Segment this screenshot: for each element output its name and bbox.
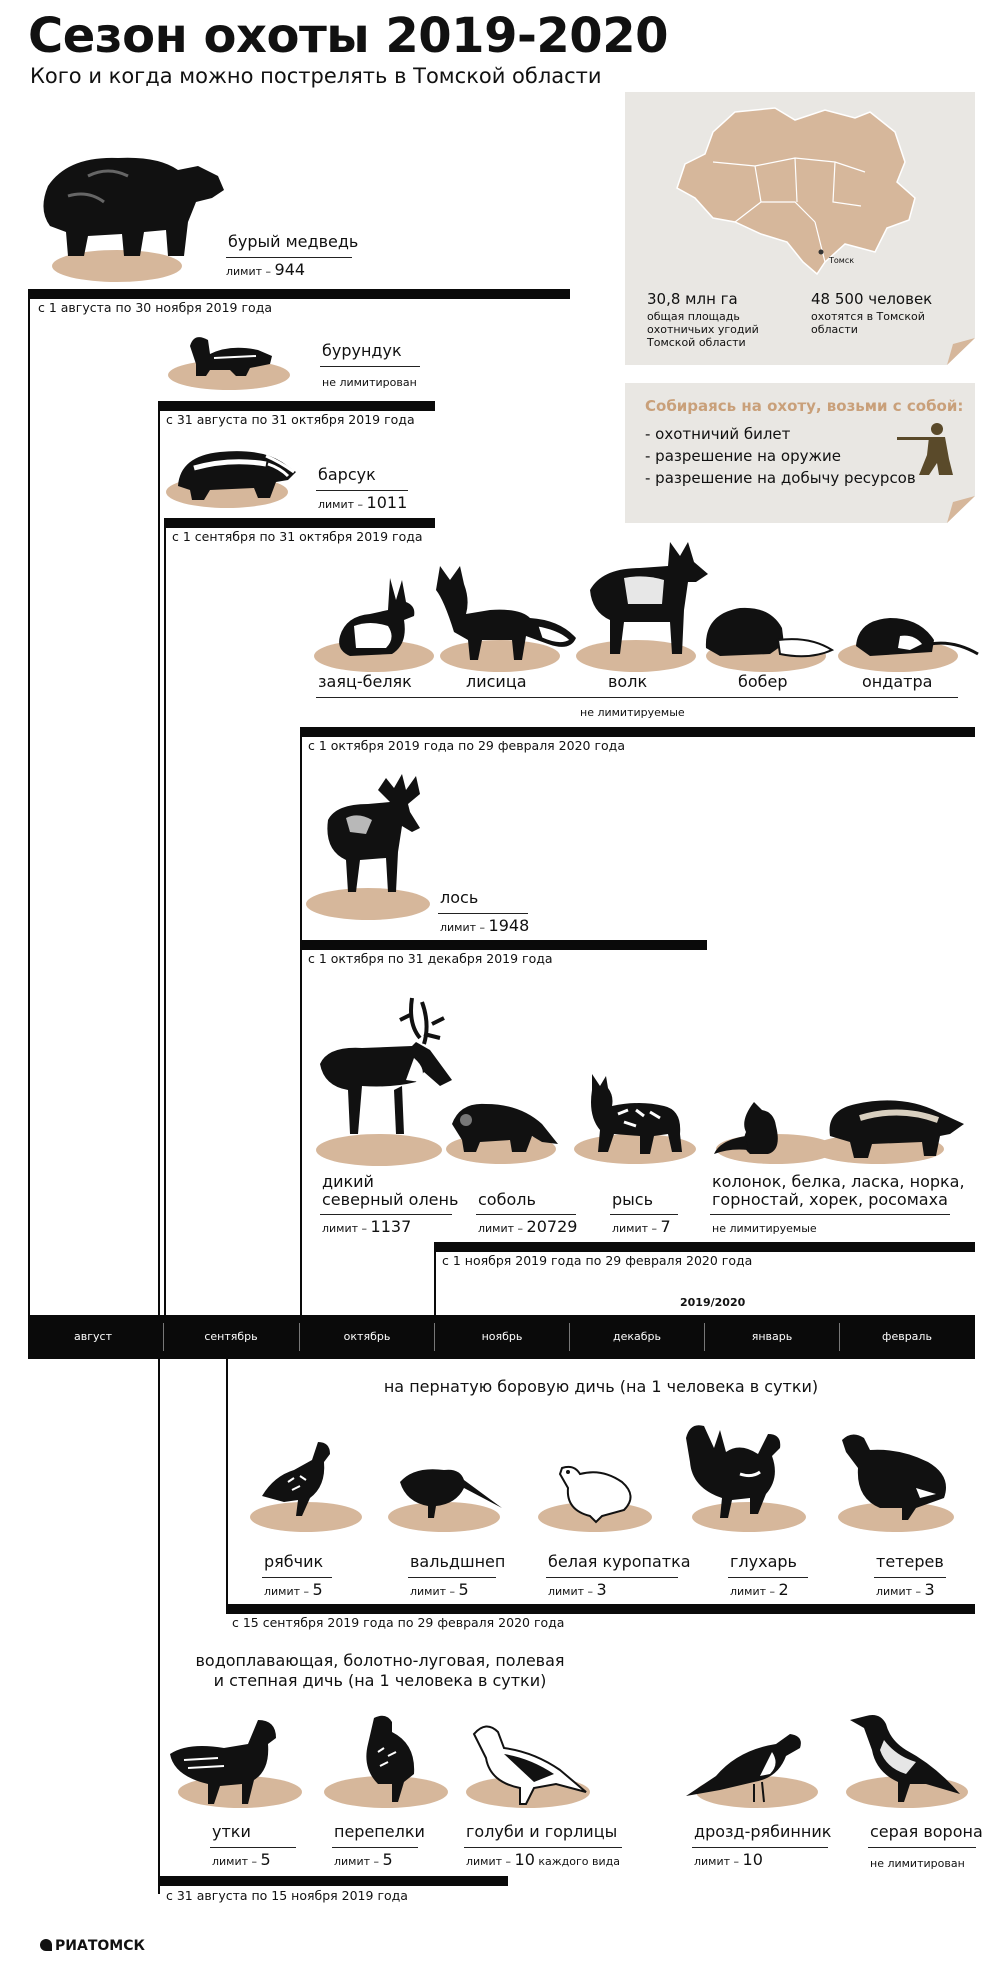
limit-prefix: лимит – bbox=[876, 1585, 925, 1598]
bird-name: белая куропатка bbox=[548, 1552, 691, 1571]
limit-value: 3 bbox=[596, 1580, 607, 1599]
name-underline bbox=[316, 490, 408, 491]
bird-name: серая ворона bbox=[870, 1822, 983, 1841]
month-label: август bbox=[74, 1330, 112, 1343]
lynx-illustration bbox=[584, 1070, 688, 1158]
hunters-caption: охотятся в Томской области bbox=[811, 310, 925, 336]
moose-period: с 1 октября по 31 декабря 2019 года bbox=[308, 951, 553, 966]
limit-value: 10 bbox=[514, 1850, 535, 1869]
season-bar-group1 bbox=[300, 727, 975, 737]
muskrat-name: ондатра bbox=[862, 672, 933, 691]
limit-prefix: лимит – bbox=[410, 1585, 459, 1598]
beaver-illustration bbox=[700, 600, 834, 662]
tomsk-city-label: Томск bbox=[829, 256, 855, 265]
area-caption: общая площадь охотничьих угодий Томской области bbox=[647, 310, 759, 349]
hunters-value: 48 500 человек bbox=[811, 290, 933, 308]
sable-illustration bbox=[446, 1094, 562, 1156]
chipmunk-name: бурундук bbox=[322, 341, 402, 360]
wolf-illustration bbox=[584, 534, 714, 662]
limit-prefix: лимит – bbox=[478, 1222, 527, 1235]
checklist-item: - разрешение на добычу ресурсов bbox=[645, 469, 916, 487]
name-underline bbox=[320, 366, 420, 367]
name-underline bbox=[226, 257, 352, 258]
checklist-heading: Собираясь на охоту, возьми с собой: bbox=[645, 397, 964, 415]
name-underline bbox=[476, 1214, 576, 1215]
dove-illustration bbox=[464, 1718, 588, 1806]
fieldfare-illustration bbox=[680, 1730, 810, 1804]
bear-limit bbox=[226, 260, 305, 279]
bird-limit bbox=[730, 1580, 789, 1599]
checklist-item: - разрешение на оружие bbox=[645, 447, 841, 465]
badger-limit bbox=[318, 493, 407, 512]
month-label: ноябрь bbox=[481, 1330, 523, 1343]
limit-value: 10 bbox=[742, 1850, 763, 1869]
limit-prefix: лимит – bbox=[264, 1585, 313, 1598]
chipmunk-limit: не лимитирован bbox=[322, 376, 417, 389]
group1-limit: не лимитируемые bbox=[580, 706, 685, 719]
capercaillie-illustration bbox=[680, 1418, 796, 1522]
moose-name: лось bbox=[440, 888, 479, 907]
sable-name: соболь bbox=[478, 1190, 536, 1209]
season-bar-chipmunk bbox=[158, 401, 435, 411]
timeline-guide bbox=[300, 732, 302, 1315]
logo-mark-icon bbox=[40, 1939, 52, 1951]
lynx-limit bbox=[612, 1217, 671, 1236]
fox-illustration bbox=[430, 560, 580, 664]
name-underline bbox=[438, 913, 528, 914]
checklist-card bbox=[625, 383, 975, 523]
badger-name: барсук bbox=[318, 465, 376, 484]
tomsk-region-map bbox=[665, 102, 935, 282]
limit-value: 7 bbox=[660, 1217, 671, 1236]
bird-limit bbox=[548, 1580, 607, 1599]
limit-value: 20729 bbox=[526, 1217, 578, 1236]
bird-name: тетерев bbox=[876, 1552, 944, 1571]
name-underline bbox=[210, 1847, 296, 1848]
limit-value: 3 bbox=[924, 1580, 935, 1599]
water-birds-heading-line2: и степная дичь (на 1 человека в сутки) bbox=[213, 1671, 547, 1690]
month-timeline bbox=[28, 1315, 975, 1359]
name-underline bbox=[546, 1577, 678, 1578]
black-grouse-illustration bbox=[836, 1428, 956, 1522]
timeline-guide bbox=[434, 1252, 436, 1315]
badger-illustration bbox=[170, 442, 300, 504]
bird-name: утки bbox=[212, 1822, 251, 1841]
group1-period: с 1 октября 2019 года по 29 февраля 2020 года bbox=[308, 738, 625, 753]
timeline-guide bbox=[28, 294, 30, 1315]
limit-value: 5 bbox=[458, 1580, 469, 1599]
name-underline bbox=[262, 1577, 332, 1578]
bird-limit bbox=[876, 1580, 935, 1599]
chipmunk-illustration bbox=[180, 326, 280, 382]
name-underline bbox=[868, 1847, 976, 1848]
page-subtitle: Кого и когда можно пострелять в Томской области bbox=[30, 64, 602, 88]
duck-illustration bbox=[164, 1714, 284, 1810]
season-bar-upland-birds bbox=[226, 1604, 975, 1614]
limit-prefix: лимит – bbox=[334, 1855, 383, 1868]
name-underline bbox=[610, 1214, 678, 1215]
hooded-crow-illustration bbox=[846, 1710, 966, 1804]
limit-value: 2 bbox=[778, 1580, 789, 1599]
limit-prefix: лимит – bbox=[694, 1855, 743, 1868]
limit-prefix: лимит – bbox=[730, 1585, 779, 1598]
month-label: октябрь bbox=[343, 1330, 391, 1343]
limit-prefix: лимит – bbox=[440, 921, 489, 934]
limit-value: 1137 bbox=[370, 1217, 412, 1236]
sable-limit bbox=[478, 1217, 577, 1236]
willow-ptarmigan-illustration bbox=[552, 1460, 642, 1522]
name-underline bbox=[464, 1847, 622, 1848]
wolf-name: волк bbox=[608, 672, 648, 691]
lynx-name: рысь bbox=[612, 1190, 654, 1209]
water-birds-heading-line1: водоплавающая, болотно-луговая, полевая bbox=[195, 1651, 565, 1670]
bird-limit bbox=[410, 1580, 469, 1599]
season-bar-moose bbox=[300, 940, 707, 950]
month-label: январь bbox=[751, 1330, 793, 1343]
hare-illustration bbox=[330, 574, 430, 664]
limit-prefix: лимит – bbox=[212, 1855, 261, 1868]
limit-value: 944 bbox=[274, 260, 306, 279]
season-bar-november bbox=[434, 1242, 975, 1252]
bird-limit bbox=[264, 1580, 323, 1599]
name-underline bbox=[692, 1847, 828, 1848]
name-underline bbox=[874, 1577, 946, 1578]
bird-limit bbox=[334, 1850, 393, 1869]
logo-text: РИАТОМСК bbox=[55, 1938, 145, 1954]
timeline-guide bbox=[164, 522, 166, 1315]
reindeer-limit bbox=[322, 1217, 411, 1236]
month-label: декабрь bbox=[612, 1330, 661, 1343]
year-label: 2019/2020 bbox=[680, 1296, 746, 1309]
mustelids-limit: не лимитируемые bbox=[712, 1222, 817, 1235]
name-underline bbox=[728, 1577, 808, 1578]
name-underline bbox=[316, 697, 958, 698]
mustelids-name-line1: колонок, белка, ласка, норка, bbox=[712, 1172, 965, 1191]
bird-limit bbox=[212, 1850, 271, 1869]
month-label: февраль bbox=[882, 1330, 932, 1343]
bird-name: дрозд-рябинник bbox=[694, 1822, 832, 1841]
moose-illustration bbox=[316, 768, 436, 898]
limit-prefix: лимит – bbox=[612, 1222, 661, 1235]
hunter-silhouette-icon bbox=[895, 419, 955, 477]
limit-prefix: лимит – bbox=[322, 1222, 371, 1235]
limit-value: 5 bbox=[260, 1850, 271, 1869]
page-curl-decoration bbox=[947, 338, 975, 365]
season-bar-bear bbox=[28, 289, 570, 299]
area-value: 30,8 млн га bbox=[647, 290, 738, 308]
bird-limit bbox=[694, 1850, 763, 1869]
name-underline bbox=[710, 1214, 950, 1215]
squirrel-illustration bbox=[710, 1096, 810, 1160]
season-bar-badger bbox=[164, 518, 435, 528]
limit-value: 5 bbox=[382, 1850, 393, 1869]
month-label: сентябрь bbox=[204, 1330, 258, 1343]
november-period: с 1 ноября 2019 года по 29 февраля 2020 года bbox=[442, 1253, 753, 1268]
bird-name: глухарь bbox=[730, 1552, 797, 1571]
woodcock-illustration bbox=[394, 1460, 504, 1520]
tomsk-city-dot bbox=[819, 250, 824, 255]
brown-bear-illustration bbox=[28, 146, 228, 264]
footer-logo bbox=[40, 1938, 145, 1954]
bird-name: вальдшнеп bbox=[410, 1552, 506, 1571]
limit-prefix: лимит – bbox=[466, 1855, 515, 1868]
timeline-guide bbox=[158, 406, 160, 1315]
name-underline bbox=[332, 1847, 418, 1848]
map-card bbox=[625, 92, 975, 365]
reindeer-illustration bbox=[312, 994, 462, 1144]
reindeer-name-line2: северный олень bbox=[322, 1190, 459, 1209]
mustelids-name-line2: горностай, хорек, росомаха bbox=[712, 1190, 948, 1209]
name-underline bbox=[320, 1214, 452, 1215]
chipmunk-period: с 31 августа по 31 октября 2019 года bbox=[166, 412, 415, 427]
bird-name: рябчик bbox=[264, 1552, 324, 1571]
bird-limit bbox=[466, 1850, 620, 1869]
page-curl-decoration bbox=[947, 496, 975, 523]
water-birds-period: с 31 августа по 15 ноября 2019 года bbox=[166, 1888, 408, 1903]
bird-name: голуби и горлицы bbox=[466, 1822, 618, 1841]
upland-birds-heading: на пернатую боровую дичь (на 1 человека в сутки) bbox=[383, 1377, 819, 1396]
moose-limit bbox=[440, 916, 529, 935]
limit-value: 5 bbox=[312, 1580, 323, 1599]
hazel-grouse-illustration bbox=[254, 1436, 342, 1520]
hare-name: заяц-беляк bbox=[318, 672, 412, 691]
beaver-name: бобер bbox=[738, 672, 788, 691]
limit-extra: каждого вида bbox=[538, 1855, 621, 1868]
limit-value: 1948 bbox=[488, 916, 530, 935]
limit-value: 1011 bbox=[366, 493, 408, 512]
timeline-guide bbox=[158, 1359, 160, 1894]
bird-limit: не лимитирован bbox=[870, 1857, 965, 1870]
page-title: Сезон охоты 2019-2020 bbox=[28, 8, 668, 64]
limit-prefix: лимит – bbox=[318, 498, 367, 511]
fox-name: лисица bbox=[466, 672, 527, 691]
muskrat-illustration bbox=[850, 610, 980, 666]
season-bar-water-birds bbox=[158, 1876, 508, 1886]
badger-period: с 1 сентября по 31 октября 2019 года bbox=[172, 529, 423, 544]
bear-period: с 1 августа по 30 ноября 2019 года bbox=[38, 300, 273, 315]
checklist-item: - охотничий билет bbox=[645, 425, 791, 443]
quail-illustration bbox=[354, 1712, 424, 1804]
bear-name: бурый медведь bbox=[228, 232, 359, 251]
timeline-guide bbox=[226, 1359, 228, 1612]
name-underline bbox=[408, 1577, 496, 1578]
reindeer-name-line1: дикий bbox=[322, 1172, 374, 1191]
limit-prefix: лимит – bbox=[548, 1585, 597, 1598]
bird-name: перепелки bbox=[334, 1822, 425, 1841]
wolverine-illustration bbox=[820, 1092, 970, 1162]
limit-prefix: лимит – bbox=[226, 265, 275, 278]
upland-birds-period: с 15 сентября 2019 года по 29 февраля 2020 года bbox=[232, 1615, 565, 1630]
